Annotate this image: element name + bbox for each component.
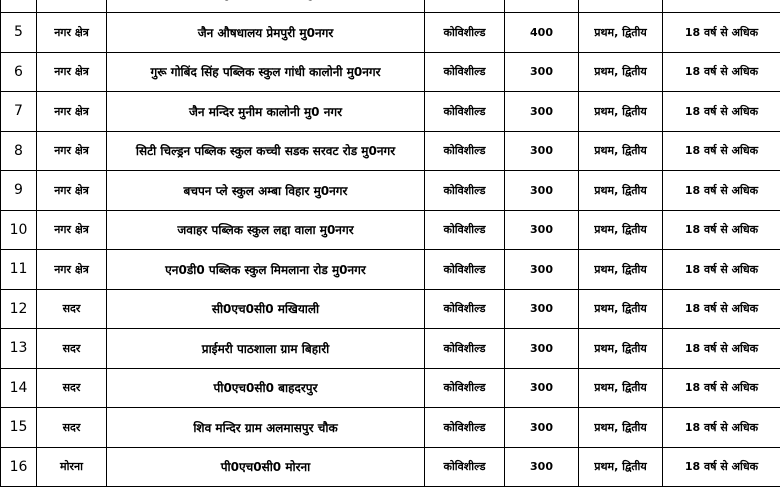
serial-number-cell: 6 xyxy=(1,52,37,92)
serial-number-cell: 11 xyxy=(1,250,37,290)
table-row xyxy=(1,171,780,211)
dose-cell: प्रथम, द्वितीय xyxy=(579,368,663,408)
dose-cell: प्रथम, द्वितीय xyxy=(579,210,663,250)
age-group-cell: 18 वर्ष से अधिक xyxy=(663,92,780,132)
area-cell: नगर क्षेत्र xyxy=(37,52,107,92)
capacity-cell xyxy=(505,0,579,13)
vaccine-cell: कोविशील्ड xyxy=(425,210,505,250)
area-cell: नगर क्षेत्र xyxy=(37,92,107,132)
vaccine-cell: कोविशील्ड xyxy=(425,92,505,132)
age-group-cell: 18 वर्ष से अधिक xyxy=(663,250,780,290)
serial-number-cell: 16 xyxy=(1,447,37,487)
vaccine-cell xyxy=(425,0,505,13)
age-group-cell: 18 वर्ष से अधिक xyxy=(663,408,780,448)
vaccination-center-cell: बचपन प्ले स्कुल अम्बा विहार मु0नगर xyxy=(107,171,425,211)
capacity-cell: 300 xyxy=(505,447,579,487)
serial-number-cell: 7 xyxy=(1,92,37,132)
area-cell: नगर क्षेत्र xyxy=(37,13,107,53)
vaccination-center-cell: गुरू गोबिंद सिंह पब्लिक स्कुल गांधी कालोनी मु0नगर xyxy=(107,52,425,92)
table-row xyxy=(1,289,780,329)
serial-number-cell: 12 xyxy=(1,289,37,329)
dose-cell: प्रथम, द्वितीय xyxy=(579,250,663,290)
vaccination-center-cell: जैन औषधालय प्रेमपुरी मु0नगर xyxy=(107,13,425,53)
area-cell: सदर xyxy=(37,408,107,448)
area-cell: नगर क्षेत्र xyxy=(37,250,107,290)
capacity-cell: 300 xyxy=(505,171,579,211)
vaccination-center-cell: शिव मन्दिर ग्राम अलमासपुर चौक xyxy=(107,408,425,448)
age-group-cell: 18 वर्ष से अधिक xyxy=(663,368,780,408)
vaccine-cell: कोविशील्ड xyxy=(425,447,505,487)
vaccination-center-cell xyxy=(107,0,425,13)
vaccine-cell: कोविशील्ड xyxy=(425,171,505,211)
age-group-cell: 18 वर्ष से अधिक xyxy=(663,131,780,171)
serial-number-cell: 10 xyxy=(1,210,37,250)
vaccine-cell: कोविशील्ड xyxy=(425,52,505,92)
area-cell: नगर क्षेत्र xyxy=(37,171,107,211)
vaccination-center-cell: जैन मन्दिर मुनीम कालोनी मु0 नगर xyxy=(107,92,425,132)
vaccine-cell: कोविशील्ड xyxy=(425,250,505,290)
dose-cell: प्रथम, द्वितीय xyxy=(579,329,663,369)
capacity-cell: 300 xyxy=(505,131,579,171)
vaccine-cell: कोविशील्ड xyxy=(425,368,505,408)
table-row xyxy=(1,131,780,171)
vaccine-cell: कोविशील्ड xyxy=(425,131,505,171)
vaccination-center-cell: सी0एच0सी0 मखियाली xyxy=(107,289,425,329)
dose-cell: प्रथम, द्वितीय xyxy=(579,131,663,171)
serial-number-cell xyxy=(1,0,37,13)
table-row xyxy=(1,447,780,487)
table-row xyxy=(1,368,780,408)
dose-cell: प्रथम, द्वितीय xyxy=(579,447,663,487)
age-group-cell: 18 वर्ष से अधिक xyxy=(663,329,780,369)
serial-number-cell: 9 xyxy=(1,171,37,211)
capacity-cell: 300 xyxy=(505,289,579,329)
area-cell xyxy=(37,0,107,13)
area-cell: सदर xyxy=(37,289,107,329)
area-cell: सदर xyxy=(37,368,107,408)
dose-cell: प्रथम, द्वितीय xyxy=(579,13,663,53)
age-group-cell: 18 वर्ष से अधिक xyxy=(663,210,780,250)
capacity-cell: 300 xyxy=(505,92,579,132)
capacity-cell: 300 xyxy=(505,408,579,448)
table-row xyxy=(1,0,780,13)
dose-cell: प्रथम, द्वितीय xyxy=(579,52,663,92)
capacity-cell: 300 xyxy=(505,368,579,408)
capacity-cell: 300 xyxy=(505,210,579,250)
serial-number-cell: 14 xyxy=(1,368,37,408)
table-row xyxy=(1,250,780,290)
age-group-cell: 18 वर्ष से अधिक xyxy=(663,171,780,211)
table-row xyxy=(1,329,780,369)
vaccination-center-cell: पी0एच0सी0 बाहदरपुर xyxy=(107,368,425,408)
age-group-cell: 18 वर्ष से अधिक xyxy=(663,52,780,92)
dose-cell: प्रथम, द्वितीय xyxy=(579,171,663,211)
vaccine-cell: कोविशील्ड xyxy=(425,13,505,53)
serial-number-cell: 15 xyxy=(1,408,37,448)
vaccination-center-cell: पी0एच0सी0 मोरना xyxy=(107,447,425,487)
table-row xyxy=(1,408,780,448)
dose-cell: प्रथम, द्वितीय xyxy=(579,408,663,448)
vaccination-center-cell: प्राईमरी पाठशाला ग्राम बिहारी xyxy=(107,329,425,369)
serial-number-cell: 13 xyxy=(1,329,37,369)
area-cell: नगर क्षेत्र xyxy=(37,210,107,250)
vaccine-cell: कोविशील्ड xyxy=(425,329,505,369)
age-group-cell: 18 वर्ष से अधिक xyxy=(663,447,780,487)
area-cell: मोरना xyxy=(37,447,107,487)
vaccination-center-cell: एन0डी0 पब्लिक स्कुल मिमलाना रोड मु0नगर xyxy=(107,250,425,290)
vaccine-cell: कोविशील्ड xyxy=(425,408,505,448)
capacity-cell: 300 xyxy=(505,52,579,92)
table-row xyxy=(1,52,780,92)
vaccination-center-cell: जवाहर पब्लिक स्कुल लद्दा वाला मु0नगर xyxy=(107,210,425,250)
capacity-cell: 400 xyxy=(505,13,579,53)
table-row xyxy=(1,92,780,132)
serial-number-cell: 5 xyxy=(1,13,37,53)
area-cell: नगर क्षेत्र xyxy=(37,131,107,171)
capacity-cell: 300 xyxy=(505,250,579,290)
vaccination-center-cell: सिटी चिल्ड्रन पब्लिक स्कुल कच्ची सडक सरवट रोड मु0नगर xyxy=(107,131,425,171)
table-row xyxy=(1,210,780,250)
capacity-cell: 300 xyxy=(505,329,579,369)
vaccine-cell: कोविशील्ड xyxy=(425,289,505,329)
dose-cell xyxy=(579,0,663,13)
serial-number-cell: 8 xyxy=(1,131,37,171)
age-group-cell: 18 वर्ष से अधिक xyxy=(663,13,780,53)
table-body xyxy=(1,0,780,487)
age-group-cell: 18 वर्ष से अधिक xyxy=(663,289,780,329)
area-cell: सदर xyxy=(37,329,107,369)
dose-cell: प्रथम, द्वितीय xyxy=(579,289,663,329)
table-row xyxy=(1,13,780,53)
age-group-cell xyxy=(663,0,780,13)
dose-cell: प्रथम, द्वितीय xyxy=(579,92,663,132)
